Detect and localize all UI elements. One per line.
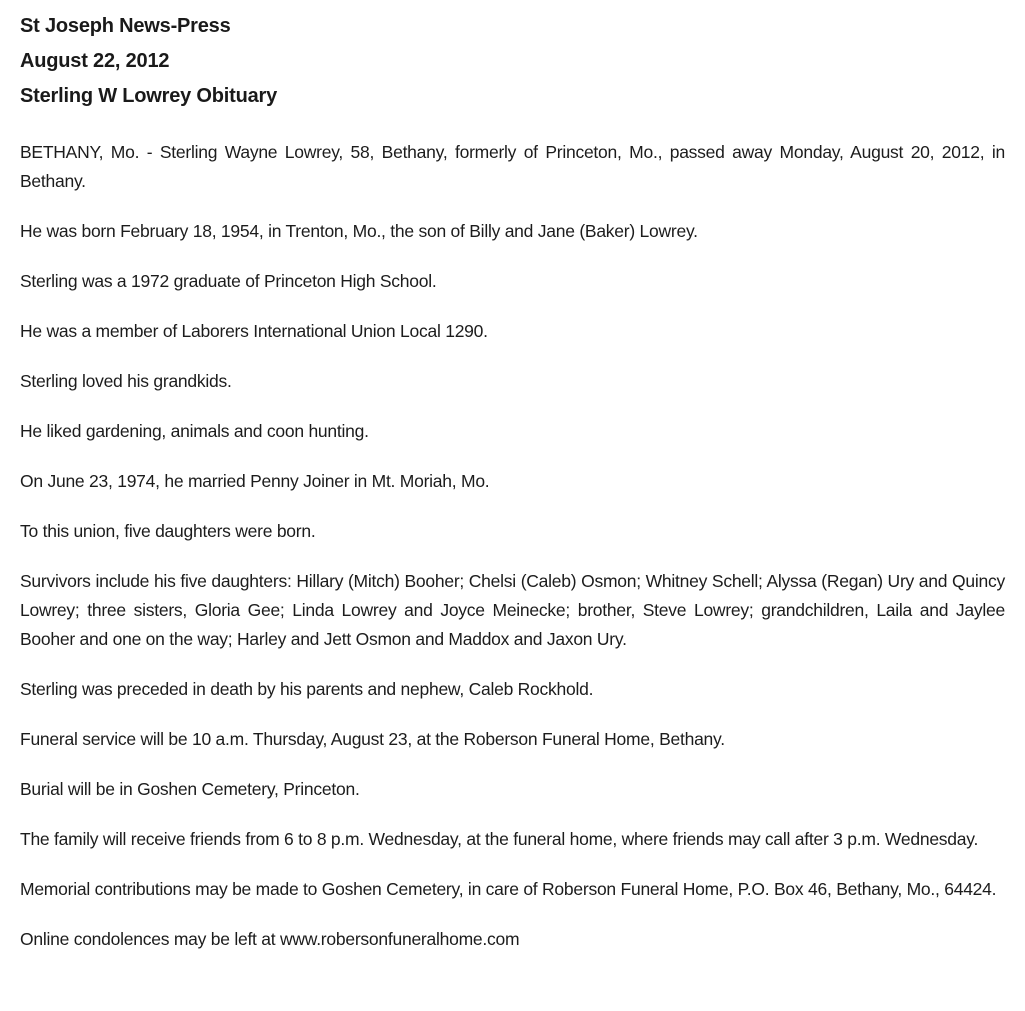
paragraph-visitation: The family will receive friends from 6 to 8 p.m. Wednesday, at the funeral home, where friends may call after 3 p.m. Wednesday.	[20, 829, 979, 849]
paragraph-preceded-in-death: Sterling was preceded in death by his parents and nephew, Caleb Rockhold.	[20, 679, 594, 699]
publication-date: August 22, 2012	[20, 50, 170, 72]
paragraph-hobbies: He liked gardening, animals and coon hunting.	[20, 421, 369, 441]
paragraph-survivors: Survivors include his five daughters: Hillary (Mitch) Booher; Chelsi (Caleb) Osmon; Whitney Schell; Alyssa (Regan) Ury and Quincy Lowrey; three sisters, Gloria Gee; Linda Lowrey and Joyce Meinecke; brother, Steve Lowrey; grandchildren, Laila and Jaylee Booher and one on the way; Harley and Jett Osmon and Maddox and Jaxon Ury.	[20, 571, 1005, 649]
paragraph-grandkids: Sterling loved his grandkids.	[20, 371, 232, 391]
paragraph-death-notice: BETHANY, Mo. - Sterling Wayne Lowrey, 58, Bethany, formerly of Princeton, Mo., passed away Monday, August 20, 2012, in Bethany.	[20, 142, 1005, 191]
paragraph-burial: Burial will be in Goshen Cemetery, Princeton.	[20, 779, 360, 799]
paragraph-funeral-service: Funeral service will be 10 a.m. Thursday, August 23, at the Roberson Funeral Home, Bethany.	[20, 729, 725, 749]
paragraph-daughters: To this union, five daughters were born.	[20, 521, 316, 541]
paragraph-birth: He was born February 18, 1954, in Trenton, Mo., the son of Billy and Jane (Baker) Lowrey.	[20, 221, 698, 241]
paragraph-marriage: On June 23, 1974, he married Penny Joiner in Mt. Moriah, Mo.	[20, 471, 490, 491]
paragraph-online-condolences: Online condolences may be left at www.robersonfuneralhome.com	[20, 929, 520, 949]
paragraph-education: Sterling was a 1972 graduate of Princeton High School.	[20, 271, 437, 291]
paragraph-memorial-contributions: Memorial contributions may be made to Goshen Cemetery, in care of Roberson Funeral Home, P.O. Box 46, Bethany, Mo., 64424.	[20, 879, 997, 899]
obituary-body	[20, 138, 1005, 954]
obituary-title: Sterling W Lowrey Obituary	[20, 85, 278, 107]
document-header	[20, 9, 1005, 114]
paragraph-union-membership: He was a member of Laborers International Union Local 1290.	[20, 321, 488, 341]
publication-name: St Joseph News-Press	[20, 15, 231, 37]
